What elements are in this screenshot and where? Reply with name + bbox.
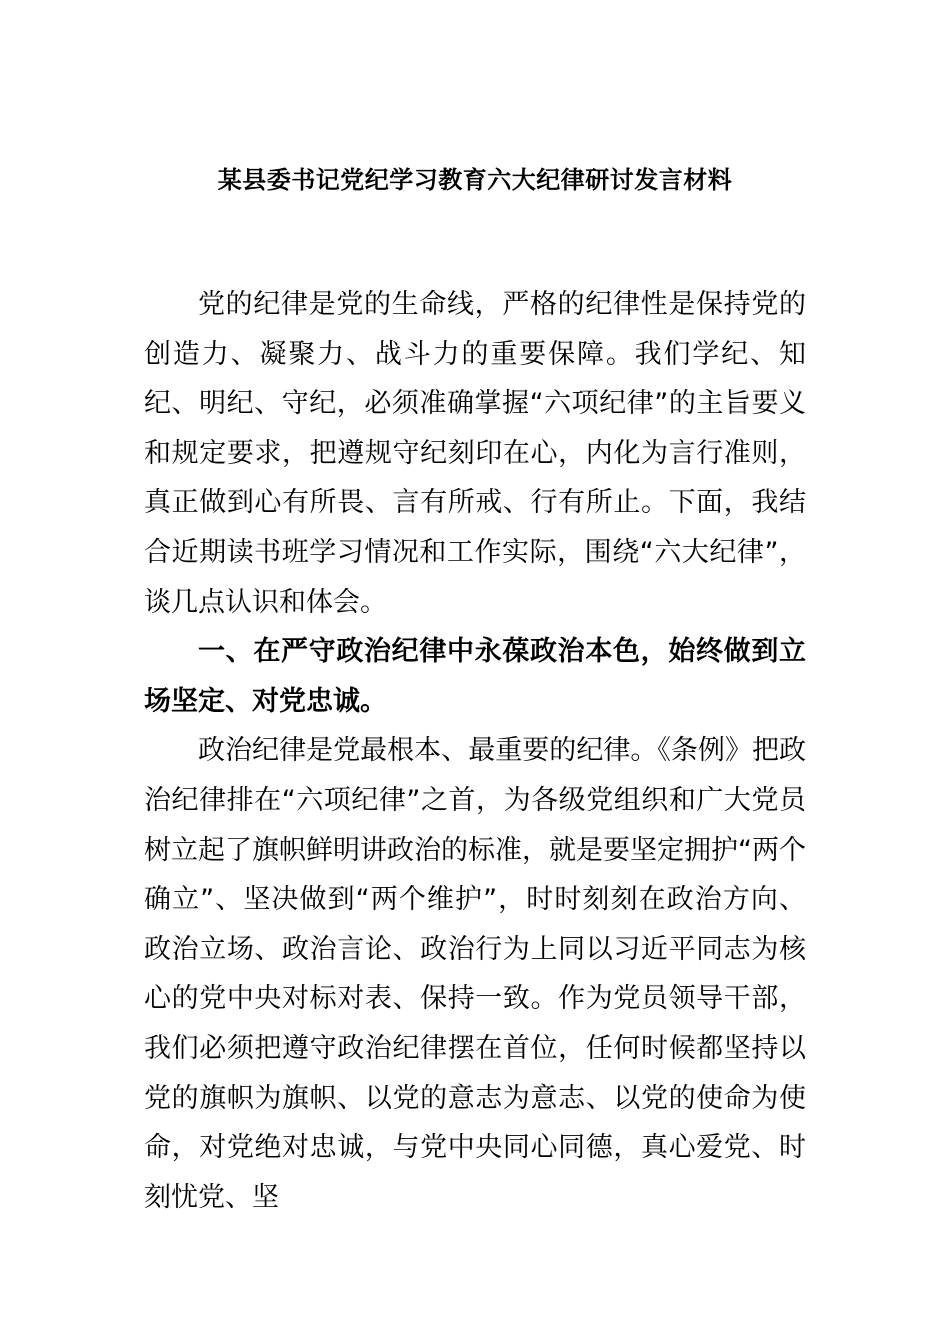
section-heading-1: 一、在严守政治纪律中永葆政治本色，始终做到立场坚定、对党忠诚。: [144, 636, 806, 717]
intro-paragraph: 党的纪律是党的生命线，严格的纪律性是保持党的创造力、凝聚力、战斗力的重要保障。我们学纪、知纪、明纪、守纪，必须准确掌握“六项纪律”的主旨要义和规定要求，把遵规守纪刻印在心，内化为言行准则，真正做到心有所畏、言有所戒、行有所止。下面，我结合近期读书班学习情况和工作实际，围绕“六大纪律”，谈几点认识和体会。: [144, 289, 806, 618]
section-1-paragraph: 政治纪律是党最根本、最重要的纪律。《条例》把政治纪律排在“六项纪律”之首，为各级党组织和广大党员树立起了旗帜鲜明讲政治的标准，就是要坚定拥护“两个确立”、坚决做到“两个维护”，时时刻刻在政治方向、政治立场、政治言论、政治行为上同以习近平同志为核心的党中央对标对表、保持一致。作为党员领导干部，我们必须把遵守政治纪律摆在首位，任何时候都坚持以党的旗帜为旗帜、以党的意志为意志、以党的使命为使命，对党绝对忠诚，与党中央同心同德，真心爱党、时刻忧党、坚: [144, 735, 806, 1213]
document-body: [144, 280, 806, 1222]
document-title: 某县委书记党纪学习教育六大纪律研讨发言材料: [217, 166, 733, 194]
